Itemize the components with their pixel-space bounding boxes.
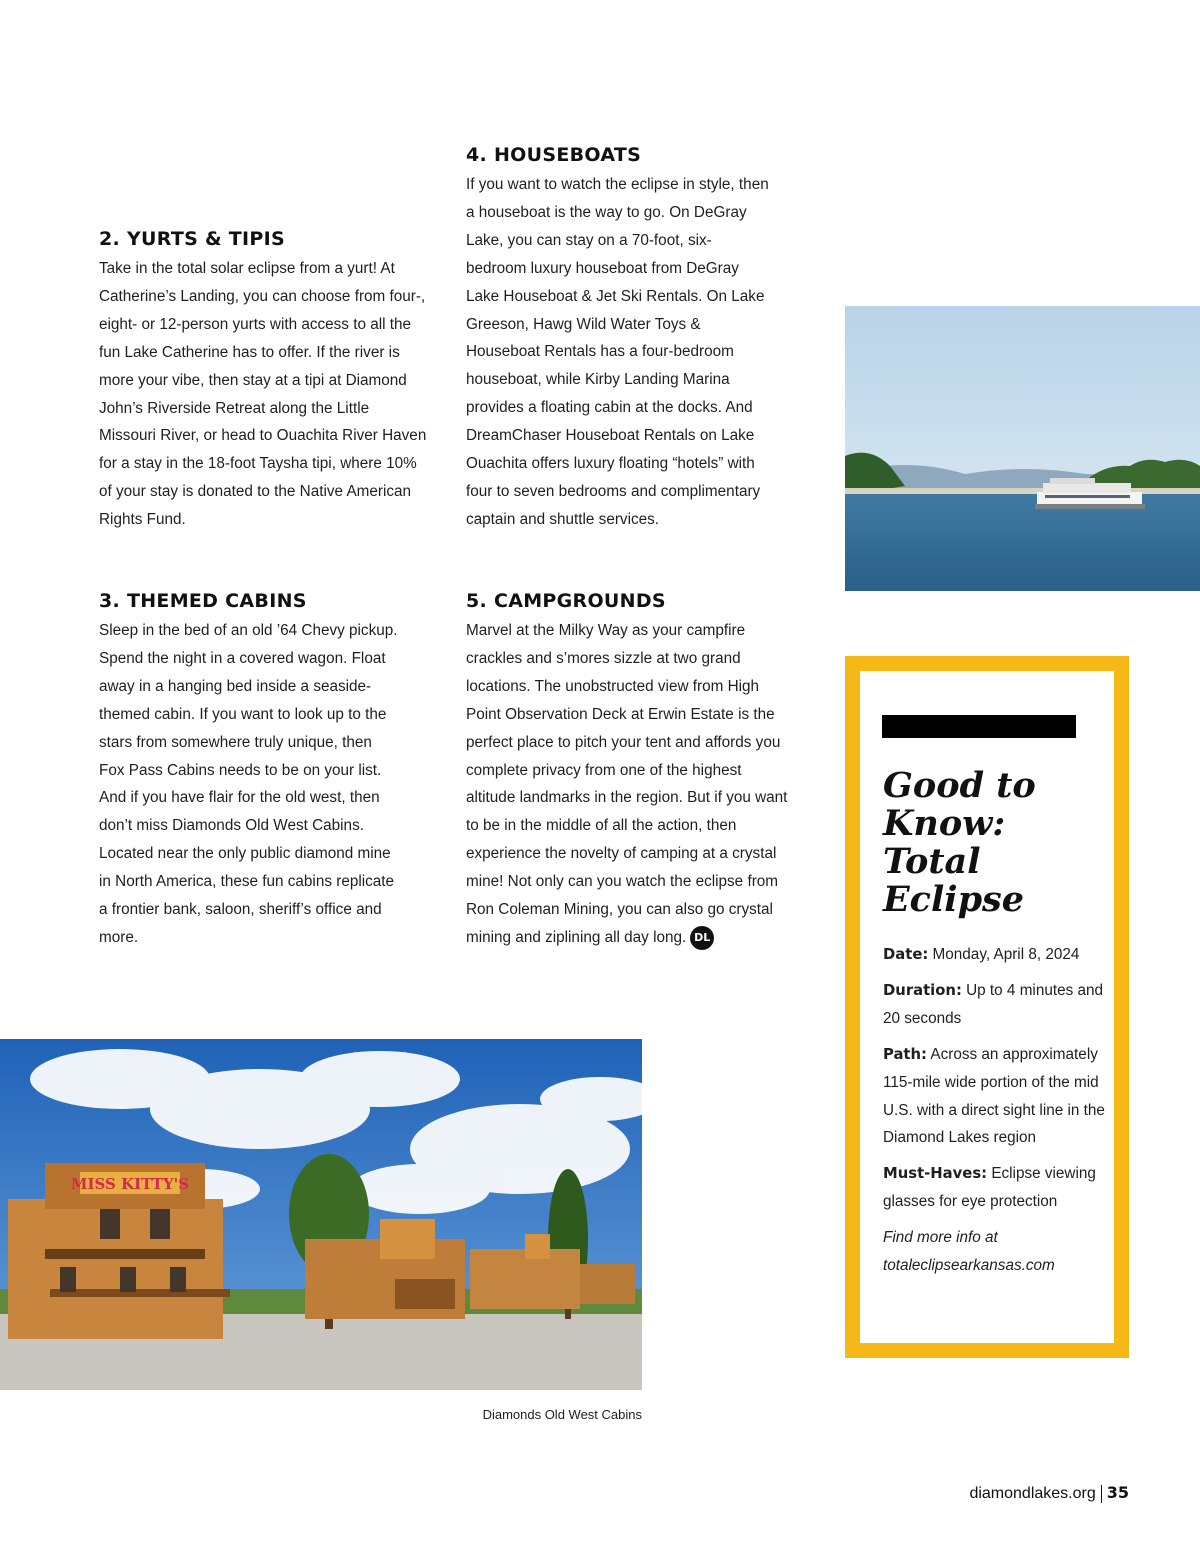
photo-caption — [0, 1407, 642, 1422]
section-body: Take in the total solar eclipse from a yurt! At Catherine’s Landing, you can choose from four-, eight- or 12-person yurts with access to all the fun Lake Catherine has to offer. If the river is more your vibe, then stay at a tipi at Diamond John’s Riverside Retreat along the Little Missouri River, or head to Ouachita River Haven for a stay in the 18-foot Taysha tipi, where 10% of your stay is donated to the Native American Rights Fund. — [99, 260, 427, 529]
fact-label: Path: — [883, 1045, 927, 1063]
more-info-link[interactable]: Find more info at totaleclipsearkansas.com — [883, 1229, 1055, 1275]
section-houseboats — [466, 144, 771, 534]
decorative-bar — [882, 715, 1076, 738]
section-body — [466, 617, 791, 952]
fact-path — [883, 1041, 1111, 1153]
section-body: If you want to watch the eclipse in style, then a houseboat is the way to go. On DeGray Lake, you can stay on a 70-foot, six-bedroom luxury houseboat from DeGray Lake Houseboat & Jet Ski Rentals. On Lake Greeson, Hawg Wild Water Toys & Houseboat Rentals has a four-bedroom houseboat, while Kirby Landing Marina provides a floating cabin at the docks. And DreamChaser Houseboat Rentals on Lake Ouachita offers luxury floating “hotels” with four to seven bedrooms and complimentary captain and shuttle services. — [466, 176, 769, 528]
fact-must-haves — [883, 1160, 1111, 1216]
caption-text: Diamonds Old West Cabins — [482, 1407, 642, 1422]
section-heading: 2. YURTS & TIPIS — [99, 228, 285, 250]
fact-value: Across an approximately 115-mile wide portion of the mid U.S. with a direct sight line in the Diamond Lakes region — [883, 1045, 1105, 1147]
section-yurts — [99, 228, 429, 534]
good-to-know-inner — [860, 671, 1114, 1343]
fact-label: Duration: — [883, 981, 962, 999]
eclipse-facts — [883, 941, 1111, 1288]
section-body: Sleep in the bed of an old ’64 Chevy pickup. Spend the night in a covered wagon. Float away in a hanging bed inside a seaside-themed cabin. If you want to look up to the stars from somewhere truly unique, then Fox Pass Cabins needs to be on your list. And if you have flair for the old west, then don’t miss Diamonds Old West Cabins. Located near the only public diamond mine in North America, these fun cabins replicate a frontier bank, saloon, sheriff’s office and more. — [99, 622, 398, 946]
houseboat-lake-photo — [845, 306, 1200, 591]
section-heading: 3. THEMED CABINS — [99, 590, 307, 612]
good-to-know-title: Good to Know: Total Eclipse — [883, 765, 1036, 920]
footer-divider — [1101, 1485, 1102, 1503]
section-heading: 4. HOUSEBOATS — [466, 144, 642, 166]
page-footer — [969, 1483, 1129, 1503]
fact-value: Monday, April 8, 2024 — [932, 946, 1080, 963]
section-heading: 5. CAMPGROUNDS — [466, 590, 666, 612]
page-number: 35 — [1106, 1483, 1129, 1502]
section-body-text: Marvel at the Milky Way as your campfire crackles and s’mores sizzle at two grand locations. The unobstructed view from High Point Observation Deck at Erwin Estate is the perfect place to pitch your tent and affords you complete privacy from one of the highest altitude landmarks in the region. But if you want to be in the middle of all the action, then experience the novelty of camping at a crystal mine! Not only can you watch the eclipse from Ron Coleman Mining, you can also go crystal mining and ziplining all day long. — [466, 622, 788, 946]
fact-label: Date: — [883, 946, 929, 963]
old-west-cabins-photo — [0, 1039, 642, 1390]
section-campgrounds — [466, 590, 791, 952]
good-to-know-box — [845, 656, 1129, 1358]
fact-label: Must-Haves: — [883, 1165, 988, 1183]
fact-date — [883, 941, 1111, 969]
dl-logo-icon: DL — [690, 926, 714, 950]
fact-value: Eclipse viewing glasses for eye protection — [883, 1165, 1096, 1211]
svg-text:MISS KITTY'S: MISS KITTY'S — [70, 1175, 190, 1193]
fact-duration — [883, 977, 1111, 1033]
fact-value: Up to 4 minutes and 20 seconds — [883, 981, 1104, 1027]
footer-site[interactable]: diamondlakes.org — [969, 1485, 1096, 1502]
section-themed-cabins — [99, 590, 399, 952]
